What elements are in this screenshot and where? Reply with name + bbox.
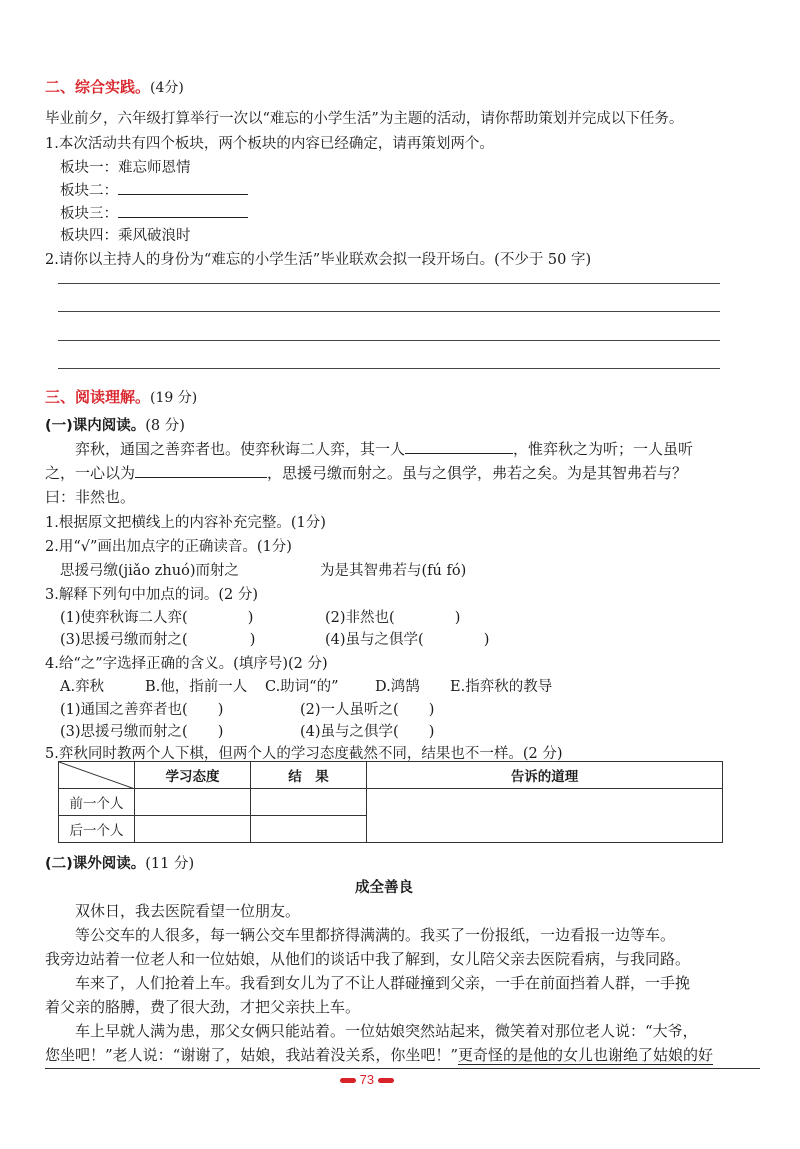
block1: 板块一：难忘师恩情: [60, 160, 191, 176]
section2-heading: [45, 76, 184, 97]
part2-heading: [45, 852, 194, 873]
table-row-label-2: 后一个人: [59, 816, 135, 843]
writing-line-3[interactable]: [58, 340, 720, 341]
part2-points: (11 分): [145, 856, 195, 872]
passage-text-2b: ，思援弓缴而射之。虽与之俱学，弗若之矣。为是其智弗若与？: [267, 464, 688, 482]
diagonal-line: [59, 762, 135, 789]
q4-item-1: (1)通国之善弈者也( ): [60, 702, 224, 718]
passage-line-1: [75, 438, 693, 459]
block3-label: 板块三：: [60, 206, 118, 222]
q4-option-c: C.助词“的”: [265, 679, 339, 695]
story-p4a: 车上早就人满为患，那父女俩只能站着。一位姑娘突然站起来，微笑着对那位老人说：“大爷，: [75, 1022, 698, 1040]
section2-points: (4分): [150, 80, 184, 96]
page-number-bar-right: [378, 1078, 394, 1083]
table-header-lesson: 告诉的道理: [367, 762, 723, 789]
page-number: 73: [359, 1072, 375, 1087]
part1-q3: 3.解释下列句中加点的词。(2 分): [45, 587, 258, 603]
block2-label: 板块二：: [60, 183, 118, 199]
block2-row: [60, 179, 248, 200]
part1-q2b: 为是其智弗若与(fú fó): [320, 563, 467, 579]
story-title: 成全善良: [355, 880, 413, 896]
q4-item-4: (4)虽与之俱学( ): [300, 724, 435, 740]
passage-blank-2[interactable]: [135, 462, 267, 478]
part1-title: (一)课内阅读。: [45, 418, 146, 434]
q3-item-3: (3)思援弓缴而射之( ): [60, 632, 256, 648]
section2-q1: 1.本次活动共有四个板块，两个板块的内容已经确定，请再策划两个。: [45, 136, 494, 152]
writing-line-4[interactable]: [58, 368, 720, 369]
writing-line-2[interactable]: [58, 311, 720, 312]
block3-answer-blank[interactable]: [118, 203, 248, 219]
part1-q2a: 思援弓缴(jiǎo zhuó)而射之: [60, 563, 239, 579]
section3-points: (19 分): [150, 390, 198, 406]
part2-title: (二)课外阅读。: [45, 856, 146, 872]
page-number-group: [340, 1072, 394, 1087]
q4-option-d: D.鸿鹄: [375, 679, 420, 695]
story-p4b: [45, 1044, 713, 1065]
q4-item-2: (2)一人虽听之( ): [300, 702, 435, 718]
table-header-result: 结 果: [251, 762, 367, 789]
table-corner-cell: [59, 762, 135, 789]
q3-item-4: (4)虽与之俱学( ): [325, 632, 490, 648]
part1-q5: 5.弈秋同时教两个人下棋，但两个人的学习态度截然不同，结果也不一样。(2 分): [45, 746, 563, 762]
section3-heading: [45, 386, 197, 407]
table-cell-lesson[interactable]: [367, 789, 723, 843]
section3-title: 三、阅读理解。: [45, 388, 151, 406]
table-cell-result-1[interactable]: [251, 789, 367, 816]
story-p4b-underlined: 更奇怪的是他的女儿也谢绝了姑娘的好: [458, 1046, 714, 1064]
q4-item-3: (3)思援弓缴而射之( ): [60, 724, 224, 740]
story-p3a: 车来了，人们抢着上车。我看到女儿为了不让人群碰撞到父亲，一手在前面挡着人群，一手挽: [75, 974, 691, 992]
q4-option-e: E.指弈秋的教导: [450, 679, 553, 695]
passage-text-2a: 之，一心以为: [45, 464, 136, 482]
section2-title: 二、综合实践。: [45, 78, 151, 96]
passage-blank-1[interactable]: [405, 438, 513, 454]
footer-rule: [45, 1068, 760, 1069]
table-header-attitude: 学习态度: [135, 762, 251, 789]
passage-line-2: [45, 462, 687, 483]
section2-intro: 毕业前夕，六年级打算举行一次以“难忘的小学生活”为主题的活动，请你帮助策划并完成以下任务。: [45, 111, 684, 127]
q3-item-2: (2)非然也( ): [325, 610, 461, 626]
page-number-bar-left: [340, 1078, 356, 1083]
table-row-label-1: 前一个人: [59, 789, 135, 816]
writing-line-1[interactable]: [58, 283, 720, 284]
story-p2b: 我旁边站着一位老人和一位姑娘，从他们的谈话中我了解到，女儿陪父亲去医院看病，与我同路。: [45, 950, 691, 968]
block3-row: [60, 202, 248, 223]
part1-q2: 2.用“√”画出加点字的正确读音。(1分): [45, 539, 292, 555]
part1-points: (8 分): [145, 418, 185, 434]
q4-option-a: A.弈秋: [60, 679, 105, 695]
part1-heading: [45, 414, 185, 435]
table-cell-attitude-1[interactable]: [135, 789, 251, 816]
story-p1: 双休日，我去医院看望一位朋友。: [75, 902, 301, 920]
q3-item-1: (1)使弈秋诲二人弈( ): [60, 610, 254, 626]
table-cell-result-2[interactable]: [251, 816, 367, 843]
q4-option-b: B.他，指前一人: [145, 679, 248, 695]
block4: 板块四：乘风破浪时: [60, 228, 191, 244]
part1-q1: 1.根据原文把横线上的内容补充完整。(1分): [45, 515, 326, 531]
block2-answer-blank[interactable]: [118, 180, 248, 196]
story-p2a: 等公交车的人很多，每一辆公交车里都挤得满满的。我买了一份报纸，一边看报一边等车。: [75, 926, 676, 944]
table-cell-attitude-2[interactable]: [135, 816, 251, 843]
story-p3b: 着父亲的胳膊，费了很大劲，才把父亲扶上车。: [45, 998, 361, 1016]
passage-line-3: 曰：非然也。: [45, 488, 136, 506]
story-p4b-text: 您坐吧！”老人说：“谢谢了，姑娘，我站着没关系，你坐吧！”: [45, 1046, 459, 1064]
attitude-table: [58, 761, 723, 843]
section2-q2: 2.请你以主持人的身份为“难忘的小学生活”毕业联欢会拟一段开场白。(不少于 50 字): [45, 252, 592, 268]
part1-q4: 4.给“之”字选择正确的含义。(填序号)(2 分): [45, 656, 328, 672]
passage-text-1a: 弈秋，通国之善弈者也。使弈秋诲二人弈，其一人: [75, 440, 406, 458]
passage-text-1b: ，惟弈秋之为听；一人虽听: [513, 440, 694, 458]
